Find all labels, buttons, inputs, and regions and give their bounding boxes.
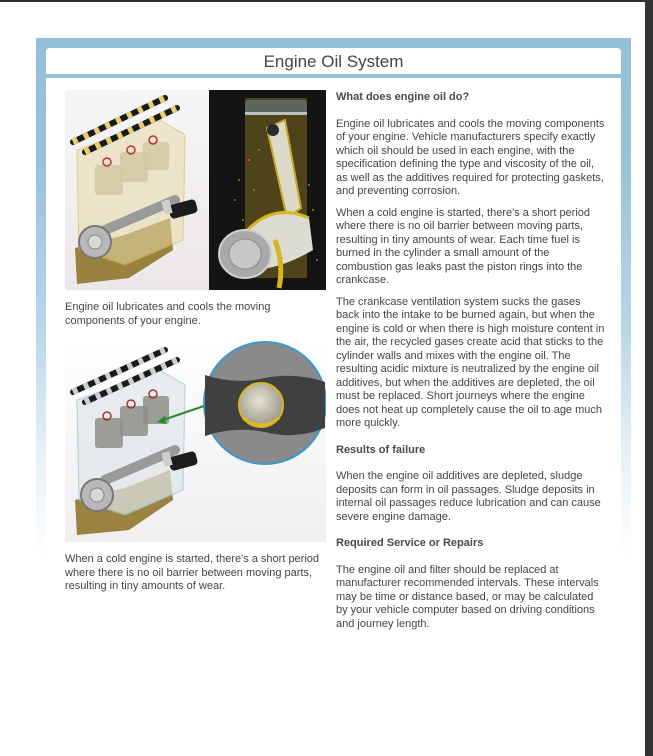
paragraph: The crankcase ventilation system sucks the gases back into the intake to be burned again, but when the engine is cold or when there is high moisture content in the air, the recycled gases create acid that sticks to the cylinder walls and mixes with the engine oil. The resulting acidic mixture is neutralized by the engine oil additives, but when the additives are depleted, the oil must be replaced. Short journeys where the engine does not heat up completely cause the oil to age much more quickly. [336,295,605,429]
section-heading: What does engine oil do? [336,91,470,103]
figure-caption: Engine oil lubricates and cools the moving components of your engine. [65,301,271,327]
paragraph: When a cold engine is started, there's a short period where there is no oil barrier between moving parts, resulting in tiny amounts of wear. Each time fuel is burned in the cylinder a small amount of the combustion gas leaks past the piston rings into the crankcase. [336,206,591,286]
paragraph: The engine oil and filter should be replaced at manufacturer recommended intervals. These intervals may be time or distance based, or may be calculated by your vehicle computer based on driving conditions and journey length. [336,563,599,630]
page-title: Engine Oil System [263,52,404,71]
figure-caption: When a cold engine is started, there's a short period where there is no oil barrier between moving parts, resulting in tiny amounts of wear. [65,553,320,592]
header-divider [46,74,621,78]
connecting-rod-image [209,90,326,290]
paragraph: When the engine oil additives are depleted, sludge deposits can form in oil passages. Sludge deposits in internal oil passages reduce lubrication and can cause severe engine damage. [336,470,601,523]
article-body [336,91,606,631]
section-heading: Required Service or Repairs [336,537,484,549]
window-scrollbar-track[interactable] [645,0,653,756]
window-top-edge [0,0,653,2]
connecting-rod-oil-icon [209,90,326,290]
paragraph: Engine oil lubricates and cools the moving components of your engine. Vehicle manufacturers specify exactly which oil should be used in each engine, with the specification defining the type and viscosity of the oil, as well as the additives required for protecting gaskets, and preventing corrosion. [336,117,605,197]
magnifier-piston-icon [65,340,326,542]
section-heading: Results of failure [336,443,426,456]
engine-magnifier-image [65,340,326,542]
engine-cutaway-icon [65,90,209,290]
engine-cutaway-image [65,90,209,290]
page-header [46,48,621,74]
